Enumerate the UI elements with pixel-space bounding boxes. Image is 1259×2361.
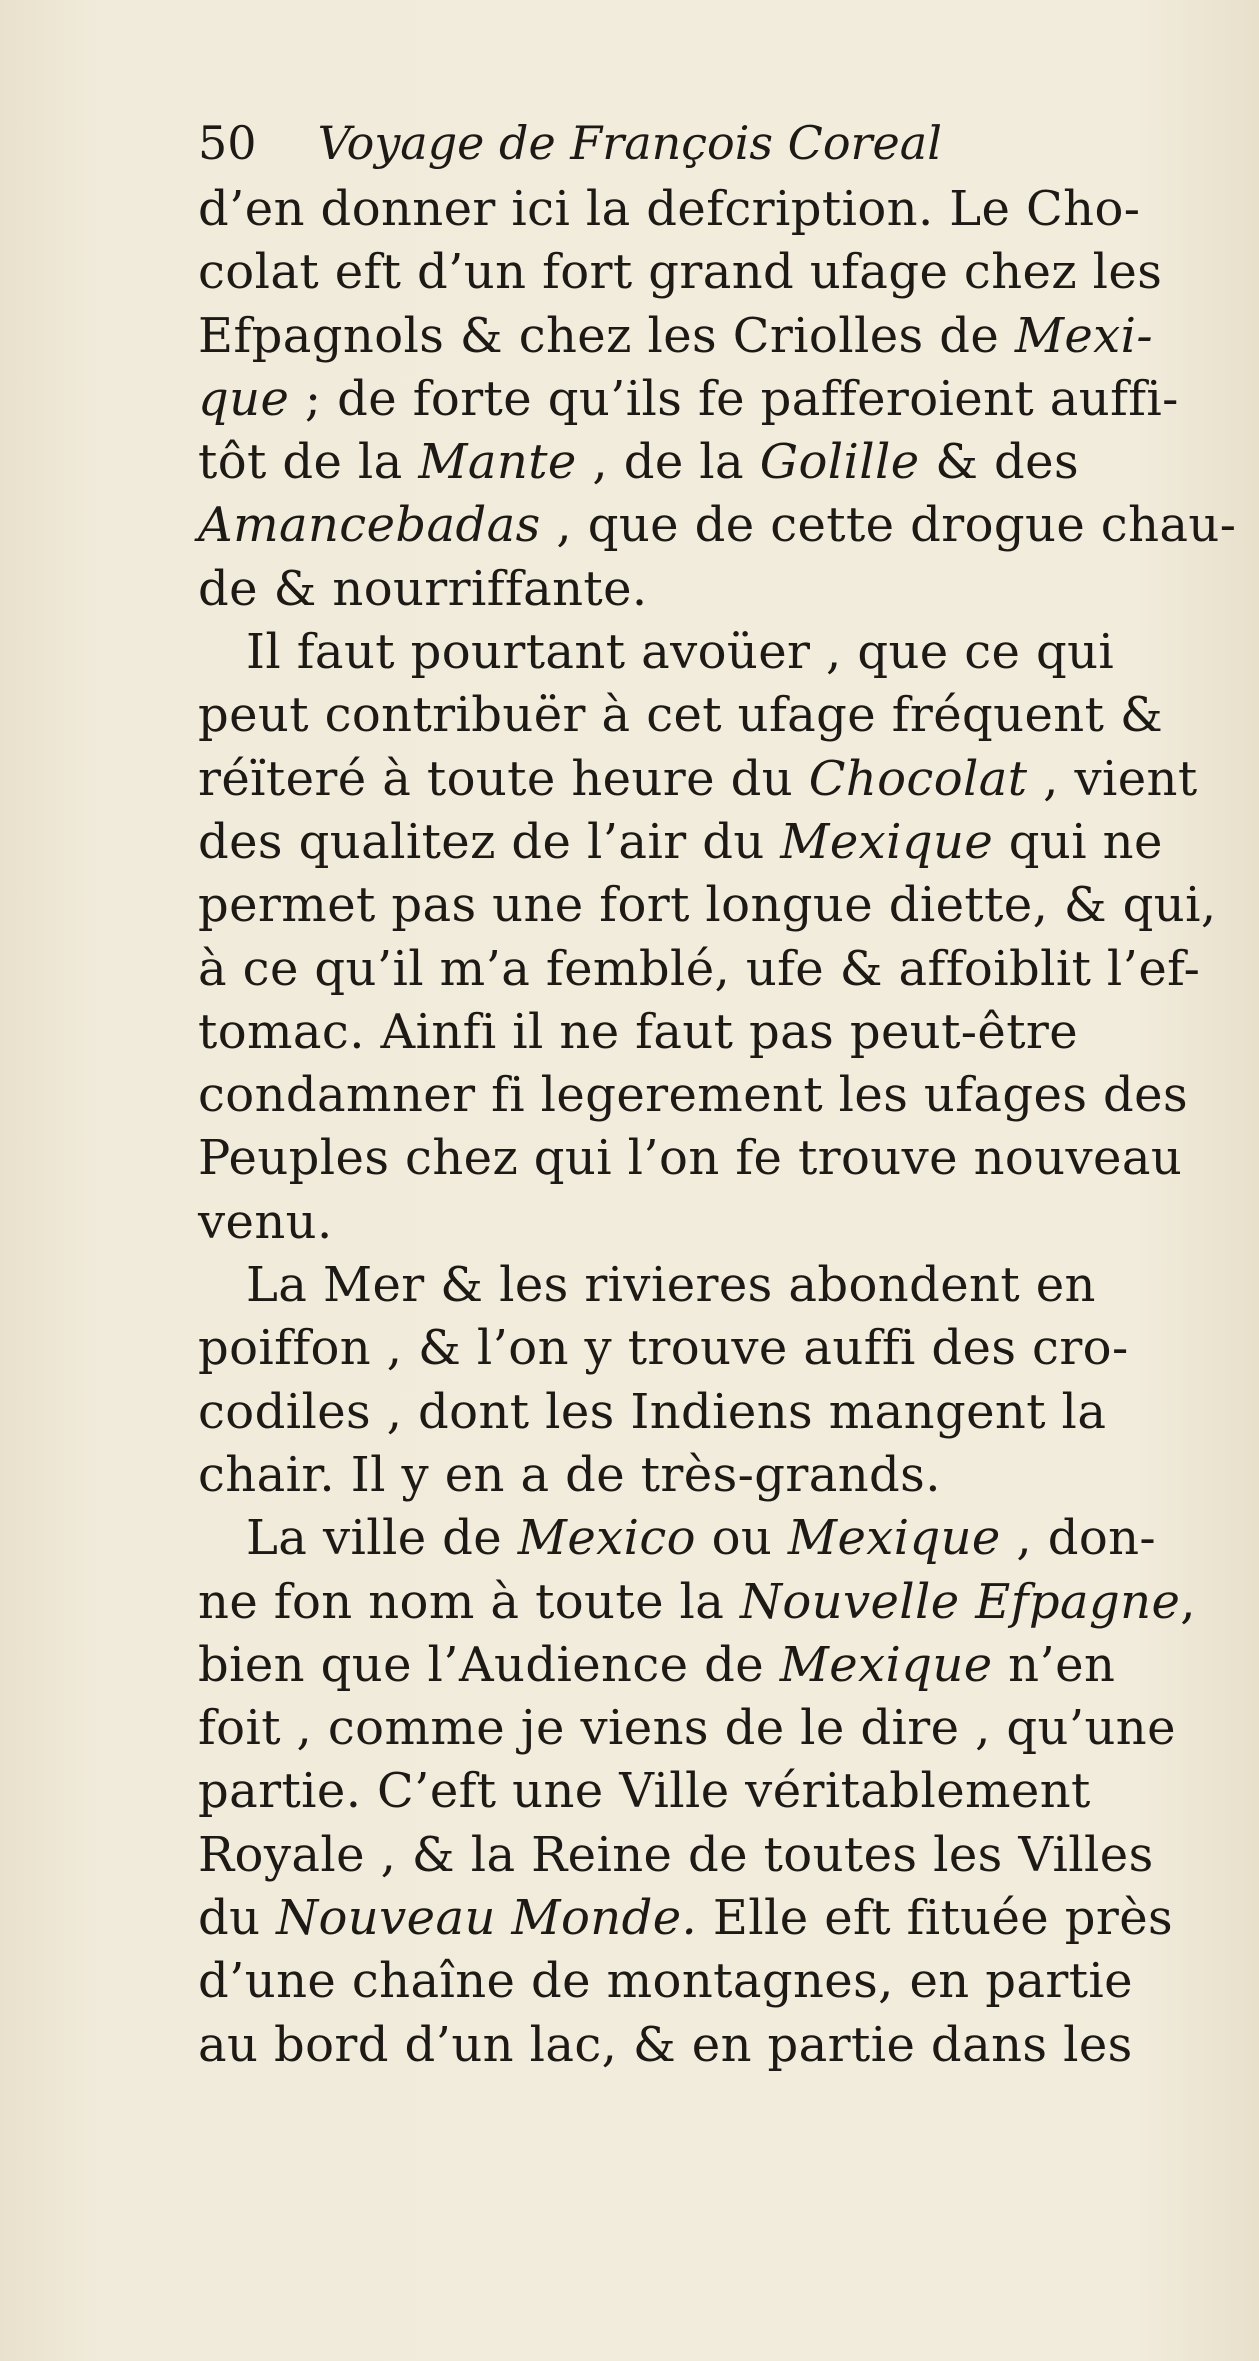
text-run: au bord d’un lac, & en partie dans les: [198, 2016, 1133, 2073]
text-run: poiffon , & l’on y trouve auffi des cro-: [198, 1320, 1129, 1377]
text-run: condamner fi legerement les ufages des: [198, 1067, 1189, 1124]
italic-text: que: [198, 370, 290, 427]
text-run: permet pas une fort longue diette, & qui,: [198, 877, 1217, 934]
body-text: [198, 178, 1237, 2077]
text-line: [198, 1001, 1198, 1064]
text-run: colat eft d’un fort grand ufage chez les: [198, 244, 1163, 301]
text-run: codiles , dont les Indiens mangent la: [198, 1383, 1107, 1440]
text-line: [198, 811, 1198, 874]
italic-text: Nouvelle Efpagne: [739, 1573, 1181, 1630]
italic-text: Mexique: [779, 1636, 993, 1693]
text-run: Efpagnols & chez les Criolles de: [198, 307, 1015, 364]
text-run: Il faut pourtant avoüer , que ce qui: [246, 624, 1115, 681]
running-title: Voyage de François Coreal: [317, 116, 942, 170]
text-line: [198, 621, 1198, 684]
text-run: ,: [1180, 1573, 1196, 1630]
text-run: de & nourriffante.: [198, 560, 648, 617]
text-line: [198, 1127, 1198, 1190]
text-run: Royale , & la Reine de toutes les Villes: [198, 1826, 1154, 1883]
text-run: partie. C’eft une Ville véritablement: [198, 1763, 1091, 1820]
italic-text: Mexico: [517, 1510, 696, 1567]
text-line: [198, 1950, 1198, 2013]
text-run: La Mer & les rivieres abondent en: [246, 1257, 1096, 1314]
text-line: [198, 684, 1198, 747]
text-run: bien que l’Audience de: [198, 1636, 780, 1693]
text-line: [198, 305, 1198, 368]
text-run: du: [198, 1890, 277, 1947]
text-run: à ce qu’il m’a femblé, ufe & affoiblit l’ef-: [198, 940, 1201, 997]
italic-text: Mexique: [787, 1510, 1001, 1567]
text-run: ne fon nom à toute la: [198, 1573, 740, 1630]
text-run: Peuples chez qui l’on fe trouve nouveau: [198, 1130, 1183, 1187]
text-line: [198, 558, 1198, 621]
text-run: d’en donner ici la defcription. Le Cho-: [198, 181, 1141, 237]
text-run: tomac. Ainfi il ne faut pas peut-être: [198, 1003, 1079, 1060]
text-run: foit , comme je viens de le dire , qu’une: [198, 1700, 1176, 1757]
text-run: , de la: [576, 434, 760, 491]
text-line: [198, 1507, 1198, 1570]
text-run: Elle eft fituée près: [697, 1890, 1174, 1947]
text-run: , que de cette drogue chau-: [540, 497, 1237, 554]
text-run: d’une chaîne de montagnes, en partie: [198, 1953, 1133, 2010]
text-line: [198, 1634, 1198, 1697]
text-run: , don-: [1000, 1510, 1157, 1567]
italic-text: Amancebadas: [198, 497, 541, 554]
text-run: réïteré à toute heure du: [198, 750, 809, 807]
text-line: [198, 1697, 1198, 1760]
text-line: [198, 241, 1198, 304]
text-run: venu.: [198, 1193, 333, 1250]
text-run: peut contribuër à cet ufage fréquent &: [198, 687, 1164, 744]
text-line: [198, 494, 1237, 557]
text-run: ; de forte qu’ils fe pafferoient auffi-: [289, 370, 1179, 427]
text-line: [198, 1191, 1198, 1254]
text-run: , vient: [1027, 750, 1198, 807]
text-run: n’en: [992, 1636, 1116, 1693]
text-line: [198, 1254, 1198, 1317]
page-number: 50: [198, 116, 257, 170]
text-line: [198, 368, 1198, 431]
text-line: [198, 938, 1201, 1001]
text-line: [198, 2014, 1198, 2077]
italic-text: Nouveau Monde.: [276, 1890, 698, 1947]
text-run: La ville de: [246, 1510, 518, 1567]
text-line: [198, 1760, 1198, 1823]
text-line: [198, 1381, 1198, 1444]
text-line: [198, 431, 1198, 494]
text-run: & des: [919, 434, 1080, 491]
text-line: [198, 874, 1217, 937]
italic-text: Chocolat: [808, 750, 1028, 807]
italic-text: Golille: [759, 434, 920, 491]
page-header: [198, 108, 1178, 178]
text-line: [198, 1064, 1198, 1127]
text-run: qui ne: [993, 813, 1163, 870]
text-run: ou: [695, 1510, 788, 1567]
italic-text: Mexi-: [1014, 307, 1154, 364]
text-line: [198, 1824, 1198, 1887]
text-line: [198, 178, 1198, 241]
text-line: [198, 1317, 1198, 1380]
text-run: des qualitez de l’air du: [198, 813, 781, 870]
italic-text: Mexique: [780, 813, 994, 870]
italic-text: Mante: [418, 434, 577, 491]
text-run: chair. Il y en a de très-grands.: [198, 1446, 941, 1503]
text-line: [198, 748, 1198, 811]
text-line: [198, 1887, 1198, 1950]
text-line: [198, 1571, 1198, 1634]
text-run: tôt de la: [198, 434, 419, 491]
text-line: [198, 1444, 1198, 1507]
